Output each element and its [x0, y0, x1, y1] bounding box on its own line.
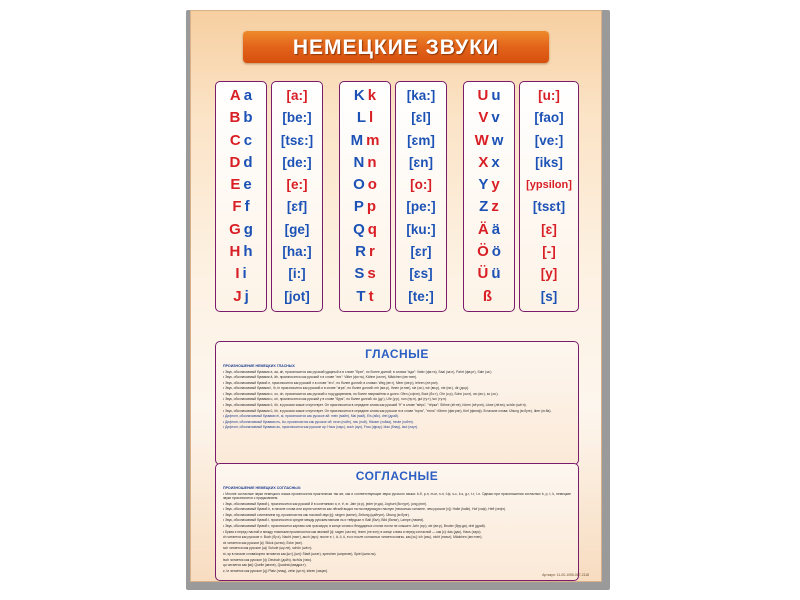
transcription-cell: [iks] — [535, 154, 563, 170]
letter-upper: B — [229, 109, 241, 127]
poster-title-bar — [243, 31, 549, 63]
letter-cell — [340, 196, 390, 218]
vowels-line: • Звук, обозначаемый буквами i, ih, ie произносится как русский и в слове "игра", но более долгий: mir (ми:р), Ihnen (и:нэн), sie (зи:), wir (ви:р), nie (ни:), dir (ди:р). — [223, 386, 470, 391]
letter-upper: X — [478, 153, 489, 171]
letter-cell — [216, 152, 266, 174]
vowels-line: • Звук, обозначаемый буквой е, произносится как русский э в слове "это", но более долгий; в словах: Weg (ве:г), Meer (ме:р), lehren (ле:рэн). — [223, 380, 439, 385]
letter-cell — [464, 263, 514, 285]
letter-cell — [340, 85, 390, 107]
letter-upper: T — [356, 287, 366, 305]
letter-lower: b — [243, 109, 253, 127]
transcription-cell: [u:] — [538, 88, 560, 103]
letter-group-3 — [463, 81, 579, 312]
letter-upper: K — [353, 87, 365, 104]
letter-cell — [216, 174, 266, 196]
letter-upper: A — [229, 87, 241, 104]
transcription-cell: [jot] — [284, 288, 310, 304]
letter-upper: Q — [353, 220, 365, 238]
page-title: НЕМЕЦКИЕ ЗВУКИ — [292, 36, 500, 59]
vowels-panel-title: ГЛАСНЫЕ — [365, 347, 429, 361]
letter-upper: N — [353, 153, 365, 171]
letter-upper: V — [478, 109, 489, 127]
group-1-transcription-column — [271, 81, 323, 312]
transcription-cell: [tsɛt] — [532, 199, 566, 215]
poster — [190, 10, 602, 582]
letter-cell — [340, 219, 390, 241]
consonants-panel-title: СОГЛАСНЫЕ — [355, 469, 439, 483]
vowels-line: • Звук, обозначаемый буквами o, oo, oh, произносится как русский о под ударением, но более напряжённо и долго: Ofen (о:фэн), Boot (бо:т), Ohr (о:р), Sohn (зо:н), wo (во:), so (зо:). — [223, 391, 499, 396]
letter-group-2 — [339, 81, 447, 312]
transcription-cell: [ɛf] — [286, 199, 308, 215]
consonants-line: qu читается как [кв]: Quelle (квэле), Quadrat (квадра:т). — [223, 563, 307, 568]
transcription-cell: [e:] — [286, 177, 308, 193]
vowels-panel — [215, 341, 579, 465]
vowels-line: • Звук, обозначаемый буквами u, uh, произносится как русский у в слове "буря", но более долгий: du (ду:), Uhr (у:р), nun (ну:н), gut (гу:т), tun (ту:н). — [223, 397, 448, 402]
letter-lower: o — [367, 176, 377, 194]
letter-cell — [464, 219, 514, 241]
transcription-cell: [tsɛ:] — [280, 132, 314, 148]
letter-upper: Ü — [477, 265, 489, 283]
vowels-panel-subtitle: ПРОИЗНОШЕНИЕ НЕМЕЦКИХ ГЛАСНЫХ — [223, 364, 295, 368]
letter-cell — [216, 241, 266, 263]
letter-upper: M — [350, 131, 364, 149]
letter-cell — [340, 152, 390, 174]
transcription-cell: [ɛm] — [407, 132, 435, 148]
transcription-cell: [ku:] — [406, 221, 436, 237]
letter-lower: y — [491, 176, 500, 194]
letter-blocks — [215, 81, 579, 312]
consonants-line: ck читается как русское [к]: Stück (штюк), Ecke (эке). — [223, 540, 303, 545]
consonants-line: ch читается как русское х: Buch (бу:х), Nacht (нахт), auch (аух); после e, i, ä, ö, ü, eu и после согласных читается мягко, как [хь]: ich (ихь), nicht (нихьт), Mädchen (мэ:тхен). — [223, 535, 483, 540]
transcription-cell: [pe:] — [406, 199, 436, 215]
vowels-line: • Звук, обозначаемый буквами ö, öh, в русском языке отсутствует. Он произносится в середине слова как русский "ё" в слове "мёрз", "тёрка": Söhne (зё:не), hören (хё:рэн), Löwe (лё:вэ), schön (шё:н). — [223, 403, 527, 408]
letter-cell — [464, 152, 514, 174]
letter-lower: k — [367, 87, 377, 104]
letter-cell — [464, 174, 514, 196]
consonants-line: • Звук, обозначаемый буквой l, произносится средне между русским мягким ль и твёрдым л: Ball (бал), Bild (бильт), Lampe (лампэ). — [223, 518, 425, 523]
letter-cell — [216, 130, 266, 152]
letter-upper: O — [353, 176, 365, 194]
vowels-line: • Дифтонг, обозначаемый буквами au, произносится как русское ау: Haus (хаус), auch (аух), Frau (фрау), blau (блау), laut (лаут). — [223, 425, 419, 430]
letter-upper: G — [229, 220, 241, 238]
transcription-cell: [be:] — [282, 110, 312, 126]
letter-upper: E — [230, 176, 241, 194]
consonants-line: • Звук, обозначаемый буквой r, произносится картаво или грассируя; в конце слова и безударных слогах почти не слышен: Jahr (я:р), wir (ви:р), Bruder (бру:да), drei (драй). — [223, 524, 486, 529]
letter-upper: D — [229, 153, 241, 171]
letter-lower: f — [244, 198, 250, 216]
letter-cell — [340, 174, 390, 196]
vowels-line: • Звук, обозначаемый буквами a, aa, ah, произносится как русский ударный а в слове "брат", но более долгий; в словах "иди": Vater (фа:та), Saal (за:л), Fahrt (фа:рт), Sale (за:) — [223, 369, 492, 374]
letter-upper: Ö — [477, 243, 489, 261]
letter-lower: ö — [491, 243, 501, 261]
letter-lower: x — [491, 153, 500, 171]
group-2-letters-column — [339, 81, 391, 312]
transcription-cell: [ɛr] — [410, 244, 432, 260]
letter-lower: p — [366, 198, 377, 216]
letter-cell — [464, 286, 514, 308]
letter-upper: J — [233, 287, 242, 305]
letter-lower: w — [491, 131, 504, 149]
letter-lower: m — [366, 131, 380, 149]
letter-upper: S — [354, 265, 365, 283]
letter-lower: r — [369, 243, 375, 261]
letter-lower: h — [243, 243, 253, 261]
letter-cell — [216, 286, 266, 308]
letter-lower: n — [367, 153, 377, 171]
group-3-transcription-column — [519, 81, 579, 312]
letter-upper: U — [477, 87, 489, 104]
group-3-letters-column — [463, 81, 515, 312]
letter-cell — [464, 241, 514, 263]
transcription-cell: [te:] — [408, 288, 434, 304]
letter-upper: Ä — [477, 220, 489, 238]
letter-lower: u — [491, 87, 501, 104]
group-1-letters-column — [215, 81, 267, 312]
letter-cell — [216, 107, 266, 129]
letter-upper: L — [356, 109, 366, 127]
letter-cell — [464, 130, 514, 152]
letter-lower: s — [367, 265, 376, 283]
letter-lower: z — [491, 198, 499, 216]
consonants-line: sch читается как русское [ш]: Schule (шу:ле), schön (шё:н). — [223, 546, 313, 551]
letter-lower: j — [244, 287, 249, 305]
transcription-cell: [y] — [540, 266, 558, 282]
consonants-line: • Звук, обозначаемый буквой h, в начале слова или корня читается как лёгкий выдох на последующую гласную (несколько сильнее, чем русское [х]): Halle (halle), Hof (хоф), Heft (хефт). — [223, 507, 506, 512]
transcription-cell: [ve:] — [534, 132, 564, 148]
letter-lower: ä — [491, 220, 501, 238]
letter-cell — [216, 219, 266, 241]
letter-lower: q — [367, 220, 377, 238]
consonants-line: tsch читается как русское [ч]: Deutsch (дойч), tschüs (чюс). — [223, 557, 312, 562]
consonants-line: st, sp в начале слова/корня читаются как [шт], [шп]: Stadt (штат), sprechen (шпрэхэн), Spiel (шпи:ль). — [223, 552, 377, 557]
letter-upper: R — [355, 243, 366, 261]
vowels-line: • Звук, обозначаемый буквами ü, üh, в русском языке отсутствует. Он произносится в середине слова как русское ю в слове "юрта", "тюль": führen (фю:рэн), fünf (фюнф). В начале слова: Übung (ю:бунг), über (ю:ба). — [223, 408, 552, 413]
transcription-cell: [a:] — [286, 88, 308, 103]
consonants-line: z, tz читается как русское [ц]: Platz (плац), zehn (це:н), sitzen (зицэн). — [223, 568, 329, 573]
consonants-line: • Звук, обозначаемый буквой j, произносится как русский й в сочетаниях я, е, ё, ю: Jahr (я:р), jeder (е:да), Joghurt (йо:гурт), jung (юнг). — [223, 501, 427, 506]
vowels-line: • Звук, обозначаемый буквами ä, äh, произносится как русский э в слове "эти": Väter (фэ:та), Kähne (кэ:не), Mädchen (мэ:тхен). — [223, 375, 418, 380]
letter-upper: W — [474, 131, 489, 149]
letter-cell — [216, 196, 266, 218]
letter-cell — [340, 241, 390, 263]
letter-cell — [464, 85, 514, 107]
letter-upper: C — [229, 131, 241, 149]
letter-cell — [216, 85, 266, 107]
vowels-line: • Дифтонг, обозначаемый буквами ei, ai, произносится как русское ай: mein (майн), Mai (май), Eis (айс), drei (драй). — [223, 414, 399, 419]
letter-lower: a — [243, 87, 253, 104]
letter-cell — [216, 263, 266, 285]
letter-cell — [340, 286, 390, 308]
consonants-line: • Многие согласные звуки немецкого языка произносятся практически так же, как и соответствующие звуки русского языка: b-б, p-п, m-м, n-н, f-ф, s-с, k-к, g-г, t-т, l-л. Однако при произношении согласных b, p, t, k, немецкие звуки произносятся с придыханием. — [223, 491, 571, 501]
letter-lower: ü — [491, 265, 501, 283]
transcription-cell: [ypsilon] — [526, 179, 572, 192]
letter-lower: e — [243, 176, 252, 194]
letter-cell — [340, 263, 390, 285]
letter-lower: v — [491, 109, 500, 127]
consonants-panel — [215, 463, 579, 581]
letter-upper: I — [235, 265, 240, 283]
letter-upper: P — [353, 198, 364, 216]
transcription-cell: [-] — [542, 244, 556, 260]
consonants-line: • Буква s перед гласной и между гласными произносится как звонкий [з]: sagen (за:гэн), lesen (ле:зэн); в конце слова и перед согласной — как [с]: das (дас), Haus (хаус). — [223, 529, 482, 534]
transcription-cell: [ɛn] — [409, 154, 433, 170]
consonants-line: • Звук, обозначаемый сочетанием ng, произносится как носовой звук [ŋ]: singen (зинэн), Zeitung (цайтунг), Übung (ю:бунг). — [223, 512, 410, 517]
letter-lower: l — [369, 109, 374, 127]
transcription-cell: [ɛs] — [409, 266, 433, 282]
vowels-line: • Дифтонг, обозначаемый буквами eu, äu, произносится как русское ой: neun (нойн), neu (ной), Häuser (хойза), heute (хойтэ). — [223, 419, 414, 424]
letter-lower: i — [242, 265, 247, 283]
consonants-panel-subtitle: ПРОИЗНОШЕНИЕ НЕМЕЦКИХ СОГЛАСНЫХ: — [223, 486, 302, 490]
letter-upper: Y — [478, 176, 489, 194]
transcription-cell: [ɛl] — [411, 110, 431, 126]
transcription-cell: [ɛ] — [541, 221, 557, 237]
transcription-cell: [s] — [540, 288, 558, 304]
letter-lower: c — [243, 131, 253, 149]
letter-upper: Z — [479, 198, 489, 216]
transcription-cell: [fao] — [534, 110, 564, 126]
letter-group-1 — [215, 81, 323, 312]
letter-cell — [464, 196, 514, 218]
letter-upper: F — [232, 198, 242, 216]
group-2-transcription-column — [395, 81, 447, 312]
letter-upper: H — [229, 243, 241, 261]
letter-cell — [464, 107, 514, 129]
letter-lower: d — [243, 153, 253, 171]
transcription-cell: [ge] — [284, 221, 310, 237]
transcription-cell: [ha:] — [282, 244, 312, 260]
letter-cell — [340, 130, 390, 152]
transcription-cell: [i:] — [288, 266, 306, 282]
letter-cell — [340, 107, 390, 129]
article-code: Артикул: 11-00-1055-087-2118 — [542, 573, 589, 577]
transcription-cell: [ka:] — [406, 88, 436, 103]
letter-upper: ß — [482, 287, 493, 305]
transcription-cell: [de:] — [282, 154, 312, 170]
letter-lower: g — [243, 220, 253, 238]
letter-lower: t — [368, 287, 374, 305]
transcription-cell: [o:] — [410, 177, 432, 193]
